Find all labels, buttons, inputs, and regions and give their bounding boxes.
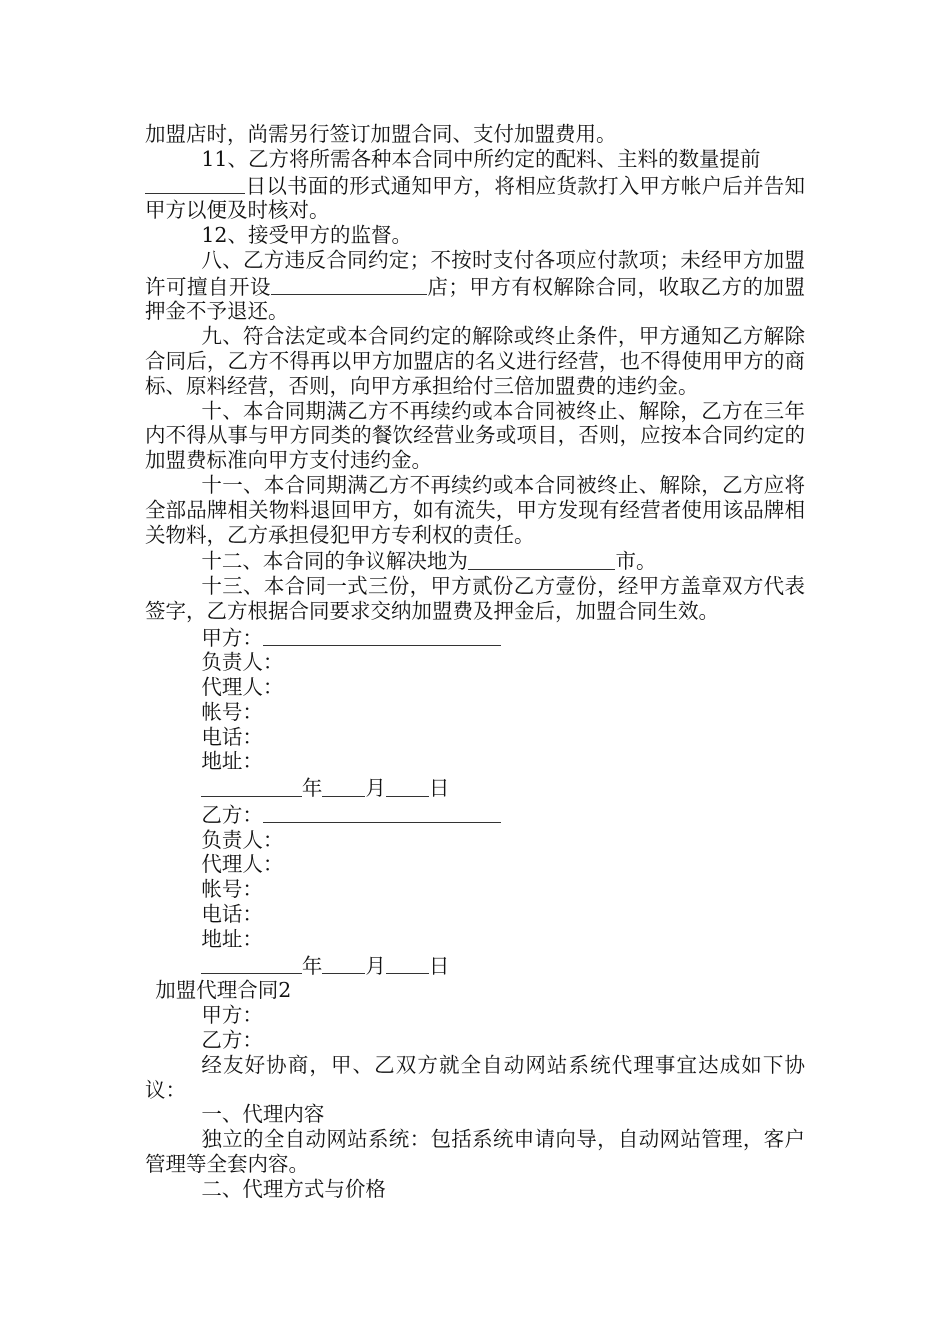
article-10 — [145, 399, 805, 473]
contract2-party-b: 乙方： — [201, 1027, 263, 1052]
contract2-section-2-title: 二、代理方式与价格 — [201, 1176, 386, 1201]
day-blank — [386, 952, 429, 975]
party-b-phone: 电话： — [201, 902, 263, 927]
document-page — [145, 122, 805, 1202]
party-a-responsible: 负责人： — [201, 650, 284, 675]
article-text: 十、本合同期满乙方不再续约或本合同被终止、解除，乙方在三年内不得从事与甲方同类的餐饮经营业务或项目，否则，应按本合同约定的加盟费标准向甲方支付违约金。 — [145, 398, 805, 473]
party-a-label: 甲方： — [201, 625, 263, 650]
party-a-account: 帐号： — [201, 699, 263, 724]
article-9 — [145, 324, 805, 398]
clause-text: 日以书面的形式通知甲方，将相应货款打入甲方帐户后并告知甲方以便及时核对。 — [145, 173, 805, 223]
party-a-line — [145, 624, 805, 651]
party-a-date: 年 月 日 — [145, 774, 805, 801]
paragraph-0 — [145, 122, 805, 147]
year-blank — [201, 952, 301, 975]
party-a-blank — [263, 624, 501, 647]
party-a-agent: 代理人： — [201, 675, 284, 700]
contract2-section-1-title: 一、代理内容 — [201, 1102, 325, 1127]
clause-11 — [145, 147, 805, 223]
party-b-address: 地址： — [201, 926, 263, 951]
month-blank — [322, 774, 365, 797]
article-text: 十二、本合同的争议解决地为 — [201, 549, 468, 574]
article-text: 店；甲方有权解除合同，收取乙方的加盟押金不予退还。 — [145, 274, 806, 324]
party-b-agent: 代理人： — [201, 852, 284, 877]
party-b-account: 帐号： — [201, 877, 263, 902]
contract2-section-1-body: 独立的全自动网站系统：包括系统申请向导，自动网站管理，客户管理等全套内容。 — [145, 1127, 805, 1176]
contract2-title: 加盟代理合同2 — [155, 978, 292, 1003]
party-a-phone: 电话： — [201, 724, 263, 749]
blank-line — [271, 273, 427, 296]
party-b-label: 乙方： — [201, 802, 263, 827]
clause-12 — [145, 223, 805, 248]
article-11 — [145, 473, 805, 547]
clause-text: 12、接受甲方的监督。 — [201, 223, 412, 248]
article-text: 十一、本合同期满乙方不再续约或本合同被终止、解除，乙方应将全部品牌相关物料退回甲方，如有流失，甲方发现有经营者使用该品牌相关物料，乙方承担侵犯甲方专利权的责任。 — [145, 472, 805, 547]
party-a-address: 地址： — [201, 749, 263, 774]
party-b-line — [145, 801, 805, 828]
article-text: 市。 — [615, 549, 657, 574]
party-b-responsible: 负责人： — [201, 827, 284, 852]
year-blank — [201, 774, 301, 797]
article-text: 九、符合法定或本合同约定的解除或终止条件，甲方通知乙方解除合同后，乙方不得再以甲方加盟店的名义进行经营，也不得使用甲方的商标、原料经营，否则，向甲方承担给付三倍加盟费的违约金。 — [145, 324, 805, 398]
blank-line — [468, 547, 616, 570]
month-blank — [322, 952, 365, 975]
article-text: 十三、本合同一式三份，甲方贰份乙方壹份，经甲方盖章双方代表签字，乙方根据合同要求交纳加盟费及押金后，加盟合同生效。 — [145, 574, 805, 623]
article-12 — [145, 547, 805, 574]
article-text: 八、乙方违反合同约定；不按时支付各项应付款项；未经甲方加盟许可擅自开设 — [145, 247, 805, 299]
party-b-date: 年 月 日 — [145, 952, 805, 979]
contract2-intro: 经友好协商，甲、乙双方就全自动网站系统代理事宜达成如下协议： — [145, 1052, 805, 1102]
paragraph-text: 加盟店时，尚需另行签订加盟合同、支付加盟费用。 — [145, 122, 617, 146]
day-blank — [386, 774, 429, 797]
article-8 — [145, 248, 805, 324]
party-b-blank — [263, 801, 501, 824]
contract2-party-a: 甲方： — [201, 1003, 263, 1028]
clause-text: 11、乙方将所需各种本合同中所约定的配料、主料的数量提前 — [201, 146, 761, 171]
article-13 — [145, 574, 805, 624]
blank-line — [145, 172, 245, 195]
